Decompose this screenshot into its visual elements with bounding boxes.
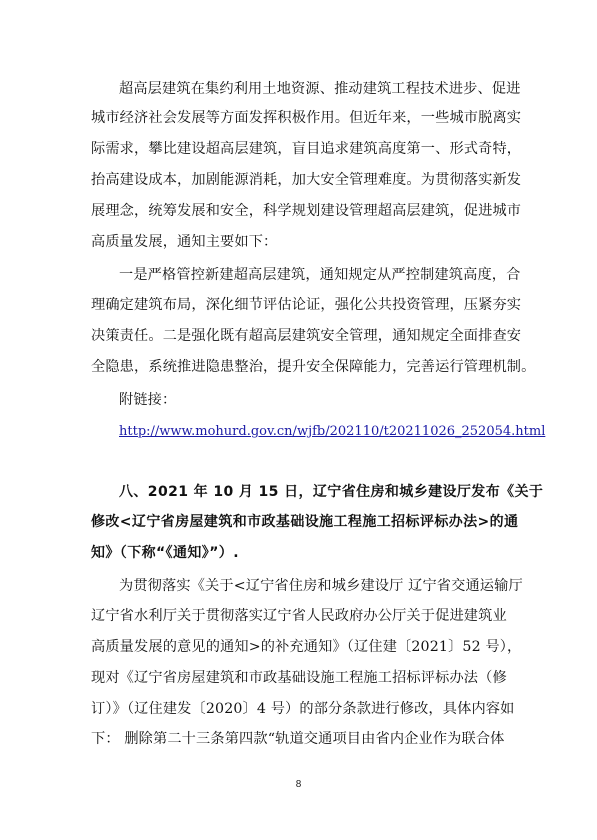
paragraph-line: 一是严格管控新建超高层建筑，通知规定从严控制建筑高度，合 [119,267,521,283]
paragraph-line: 为贯彻落实《关于<辽宁省住房和城乡建设厅 辽宁省交通运输厅 [119,578,523,594]
page-number: 8 [295,779,302,790]
paragraph-line: 城市经济社会发展等方面发挥积极作用。但近年来，一些城市脱离实 [91,110,522,126]
attachment-label: 附链接： [119,392,177,408]
paragraph-line: 全隐患，系统推进隐患整治，提升安全保障能力，完善运行管理机制。 [91,359,536,375]
section-heading-line: 知》（下称“《通知》”）. [91,545,239,561]
attachment-link[interactable]: http://www.mohurd.gov.cn/wjfb/202110/t20211026_252054.html [119,424,546,439]
section-heading-line: 修改<辽宁省房屋建筑和市政基础设施工程施工招标评标办法>的通 [91,514,519,530]
paragraph-line: 辽宁省水利厅关于贯彻落实辽宁省人民政府办公厅关于促进建筑业 [91,608,507,624]
paragraph-line: 抬高建设成本，加剧能源消耗，加大安全管理难度。为贯彻落实新发 [91,172,522,188]
paragraph-line: 高质量发展，通知主要如下： [91,234,278,250]
paragraph-line: 现对《辽宁省房屋建筑和市政基础设施工程施工招标评标办法（修 [91,670,507,686]
paragraph-line: 订）》（辽住建发〔2020〕4 号）的部分条款进行修改，具体内容如 [91,701,515,717]
paragraph-line: 决策责任。二是强化既有超高层建筑安全管理，通知规定全面排查安 [91,328,522,344]
paragraph-line: 下： 删除第二十三条第四款“轨道交通项目由省内企业作为联合体 [91,731,505,747]
paragraph-line: 高质量发展的意见的通知>的补充通知》（辽住建〔2021〕52 号）， [91,639,522,655]
paragraph-line: 展理念，统筹发展和安全，科学规划建设管理超高层建筑，促进城市 [91,203,522,219]
paragraph-line: 际需求，攀比建设超高层建筑，盲目追求建筑高度第一、形式奇特， [91,141,522,157]
paragraph-line: 理确定建筑布局，深化细节评估论证，强化公共投资管理，压紧夯实 [91,297,522,313]
section-heading-line: 八、2021 年 10 月 15 日，辽宁省住房和城乡建设厅发布《关于 [119,484,544,500]
paragraph-line: 超高层建筑在集约利用土地资源、推动建筑工程技术进步、促进 [119,81,521,97]
